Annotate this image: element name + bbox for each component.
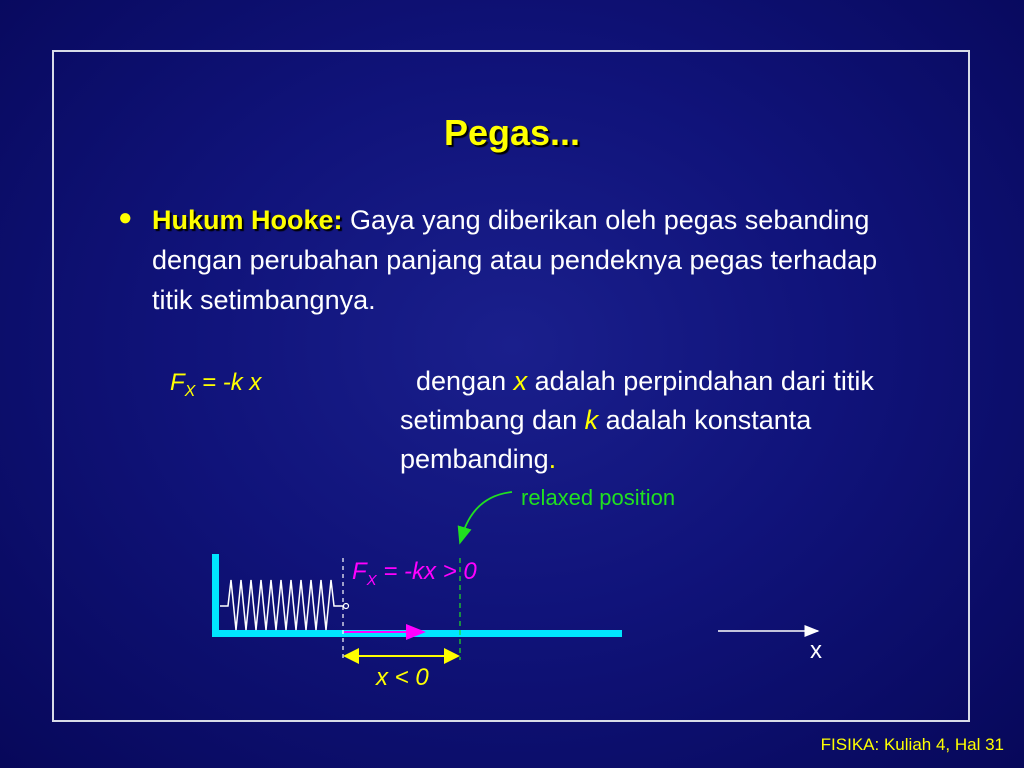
- force-label-symbol: F: [352, 558, 367, 585]
- explanation-var-x: x: [513, 366, 528, 396]
- spring-coil: [220, 580, 344, 630]
- wall: [212, 554, 219, 636]
- force-label-subscript: X: [366, 571, 377, 589]
- formula-force-symbol: F: [170, 369, 185, 396]
- relaxed-position-label: relaxed position: [521, 485, 676, 510]
- bullet-term: Hukum Hooke:: [152, 205, 343, 235]
- explanation-part3: adalah konstanta pembanding: [400, 405, 812, 474]
- bullet-dot-icon: ●: [118, 204, 133, 231]
- formula-subscript: X: [184, 382, 196, 400]
- bullet-body: Gaya yang diberikan oleh pegas sebanding dengan perubahan panjang atau pendeknya pegas terhadap titik setimbangnya.: [152, 205, 878, 315]
- slide-title: Pegas...: [443, 112, 581, 153]
- formula-rhs: = -k x: [195, 369, 262, 396]
- force-label: [352, 558, 477, 589]
- spring-end: [344, 604, 349, 609]
- explanation-part2: adalah perpindahan dari titik setimbang dan: [400, 366, 874, 435]
- force-label-rhs: = -kx > 0: [376, 558, 477, 585]
- explanation-end: .: [548, 444, 557, 474]
- x-axis-label: x: [810, 637, 822, 664]
- explanation-var-k: k: [584, 405, 599, 435]
- relaxed-pointer-arrow: [462, 492, 512, 536]
- displacement-label: x < 0: [376, 664, 429, 691]
- explanation-part1: dengan: [416, 366, 514, 396]
- slide-footer: FISIKA: Kuliah 4, Hal 31: [820, 735, 1004, 754]
